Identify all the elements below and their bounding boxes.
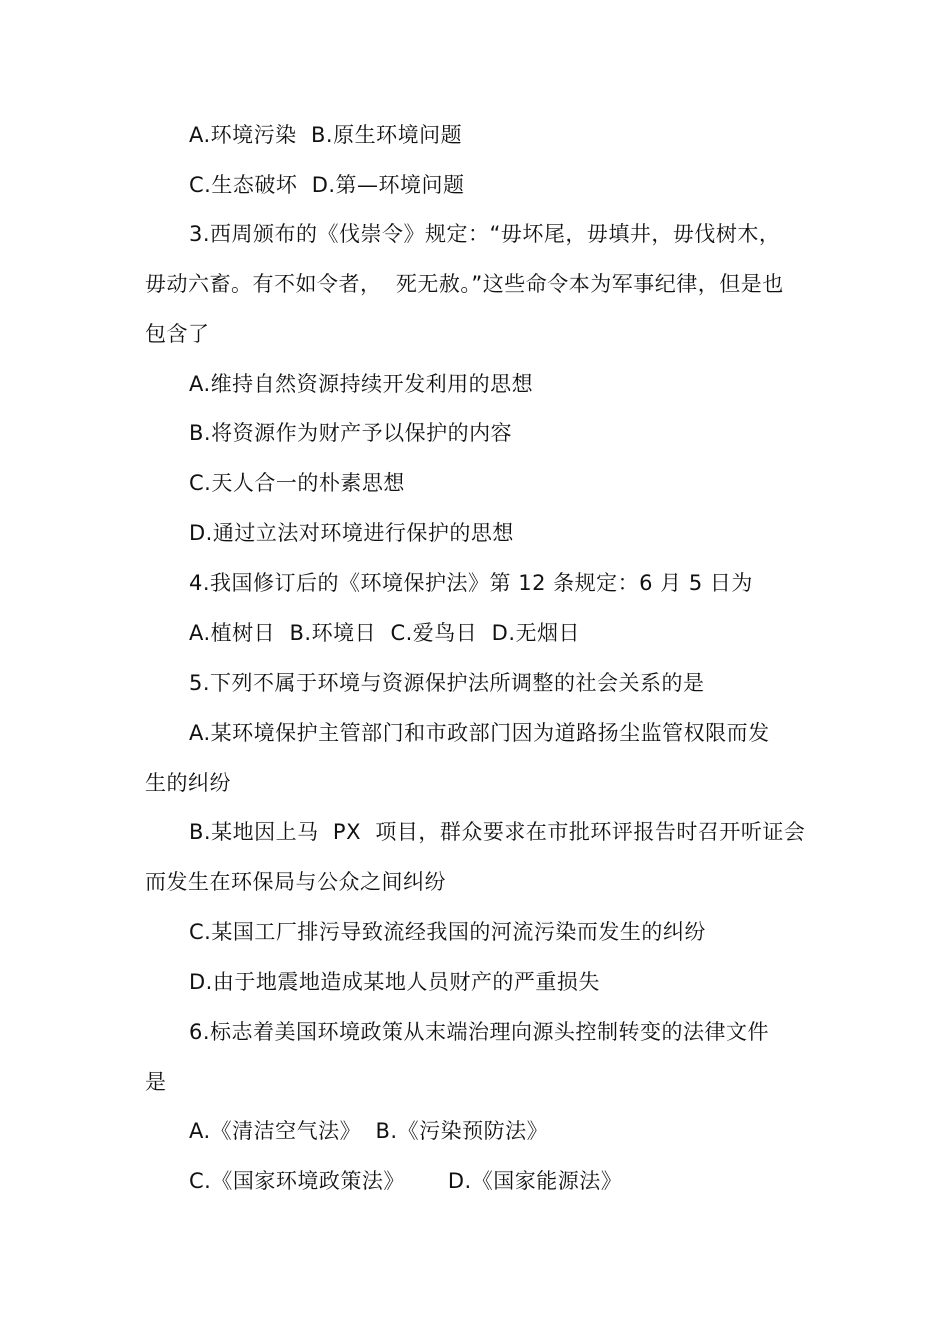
q4-options: A.植树日 B.环境日 C.爱鸟日 D.无烟日 bbox=[189, 621, 580, 645]
q6-stem-line-1: 6.标志着美国环境政策从末端治理向源头控制转变的法律文件 bbox=[189, 1020, 770, 1044]
q6-options-cd: C.《国家环境政策法》 D.《国家能源法》 bbox=[189, 1169, 623, 1193]
q3-stem-line-2: 毋动六畜。有不如令者， 死无赦。”这些命令本为军事纪律，但是也 bbox=[145, 272, 784, 296]
q5-option-b-line-2: 而发生在环保局与公众之间纠纷 bbox=[145, 870, 446, 894]
q2-options-cd: C.生态破坏 D.第—环境问题 bbox=[189, 173, 465, 197]
q3-option-c: C.天人合一的朴素思想 bbox=[189, 471, 405, 495]
q5-option-b-line-1: B.某地因上马 PX 项目，群众要求在市批环评报告时召开听证会 bbox=[189, 820, 806, 844]
q4-stem: 4.我国修订后的《环境保护法》第 12 条规定：6 月 5 日为 bbox=[189, 571, 753, 595]
q5-option-a-line-2: 生的纠纷 bbox=[145, 771, 231, 795]
q6-options-ab: A.《清洁空气法》 B.《污染预防法》 bbox=[189, 1119, 549, 1143]
q3-stem-line-3: 包含了 bbox=[145, 322, 210, 346]
q6-stem-line-2: 是 bbox=[145, 1070, 167, 1094]
q3-option-d: D.通过立法对环境进行保护的思想 bbox=[189, 521, 514, 545]
q5-stem: 5.下列不属于环境与资源保护法所调整的社会关系的是 bbox=[189, 671, 705, 695]
q3-stem-line-1: 3.西周颁布的《伐崇令》规定：“毋坏尾，毋填井，毋伐树木， bbox=[189, 222, 781, 246]
q5-option-a-line-1: A.某环境保护主管部门和市政部门因为道路扬尘监管权限而发 bbox=[189, 721, 770, 745]
q5-option-d: D.由于地震地造成某地人员财产的严重损失 bbox=[189, 970, 600, 994]
q3-option-b: B.将资源作为财产予以保护的内容 bbox=[189, 421, 513, 445]
q3-option-a: A.维持自然资源持续开发利用的思想 bbox=[189, 372, 534, 396]
q5-option-c: C.某国工厂排污导致流经我国的河流污染而发生的纠纷 bbox=[189, 920, 706, 944]
q2-options-ab: A.环境污染 B.原生环境问题 bbox=[189, 123, 463, 147]
